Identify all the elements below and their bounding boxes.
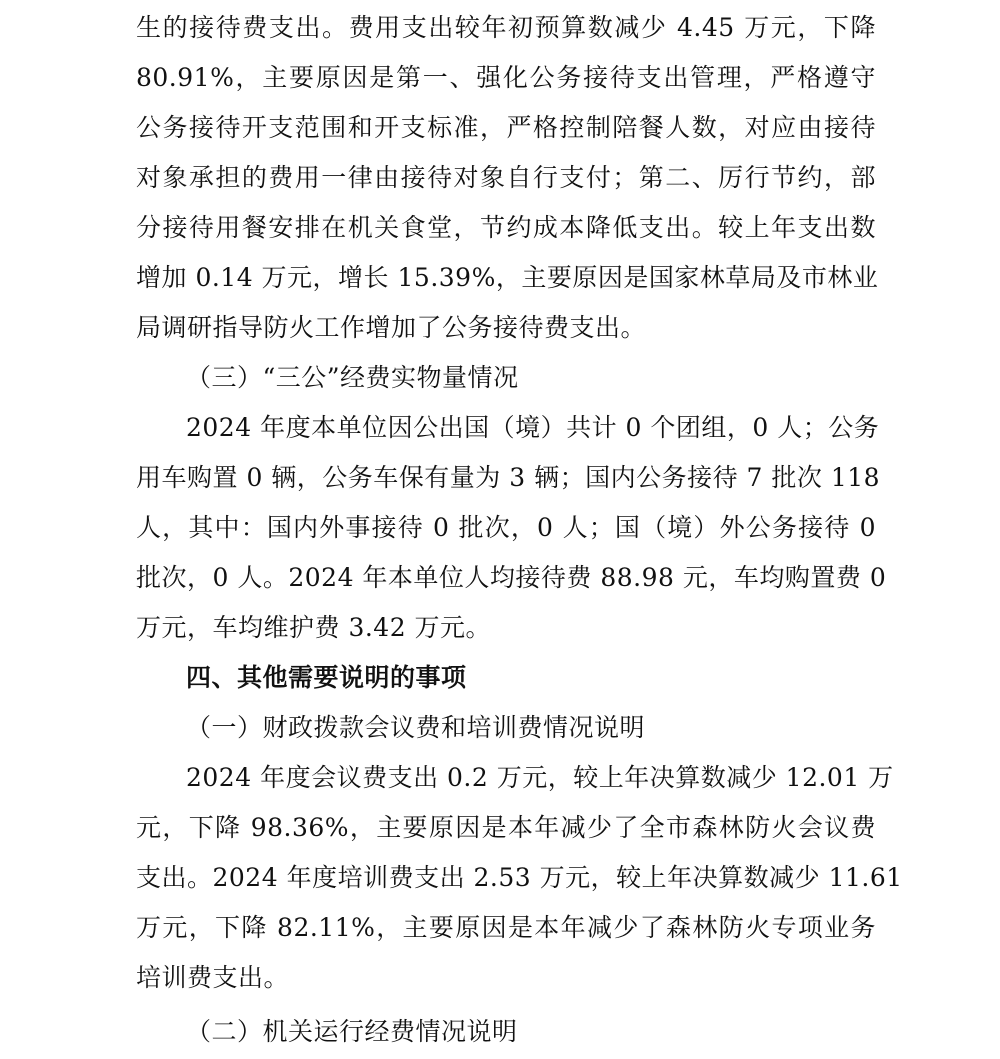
paragraph-line: 用车购置 0 辆，公务车保有量为 3 辆；国内公务接待 7 批次 118	[136, 463, 881, 492]
paragraph-line: 分接待用餐安排在机关食堂，节约成本降低支出。较上年支出数	[136, 213, 876, 242]
paragraph-line: 支出。2024 年度培训费支出 2.53 万元，较上年决算数减少 11.61	[136, 863, 903, 892]
paragraph-line: 2024 年度会议费支出 0.2 万元，较上年决算数减少 12.01 万	[186, 763, 894, 792]
paragraph-line: 批次，0 人。2024 年本单位人均接待费 88.98 元，车均购置费 0	[136, 563, 887, 592]
section-heading: （一）财政拨款会议费和培训费情况说明	[186, 713, 646, 742]
paragraph-line: 80.91%，主要原因是第一、强化公务接待支出管理，严格遵守	[136, 63, 876, 92]
section-heading: （三）“三公”经费实物量情况	[186, 363, 519, 392]
paragraph-line: 人，其中：国内外事接待 0 批次，0 人；国（境）外公务接待 0	[136, 513, 876, 542]
paragraph-line: 培训费支出。	[136, 963, 290, 992]
section-heading-main: 四、其他需要说明的事项	[186, 663, 467, 692]
paragraph-line: 对象承担的费用一律由接待对象自行支付；第二、厉行节约，部	[136, 163, 876, 192]
paragraph-line: 元，下降 98.36%，主要原因是本年减少了全市森林防火会议费	[136, 813, 876, 842]
paragraph-line: 2024 年度本单位因公出国（境）共计 0 个团组，0 人；公务	[186, 413, 880, 442]
paragraph-line: 万元，车均维护费 3.42 万元。	[136, 613, 492, 642]
paragraph-line: 增加 0.14 万元，增长 15.39%，主要原因是国家林草局及市林业	[136, 263, 879, 292]
paragraph-line: 局调研指导防火工作增加了公务接待费支出。	[136, 313, 647, 342]
section-heading: （二）机关运行经费情况说明	[186, 1017, 518, 1046]
paragraph-line: 生的接待费支出。费用支出较年初预算数减少 4.45 万元，下降	[136, 13, 876, 42]
paragraph-line: 万元，下降 82.11%，主要原因是本年减少了森林防火专项业务	[136, 913, 876, 942]
paragraph-line: 公务接待开支范围和开支标准，严格控制陪餐人数，对应由接待	[136, 113, 876, 142]
